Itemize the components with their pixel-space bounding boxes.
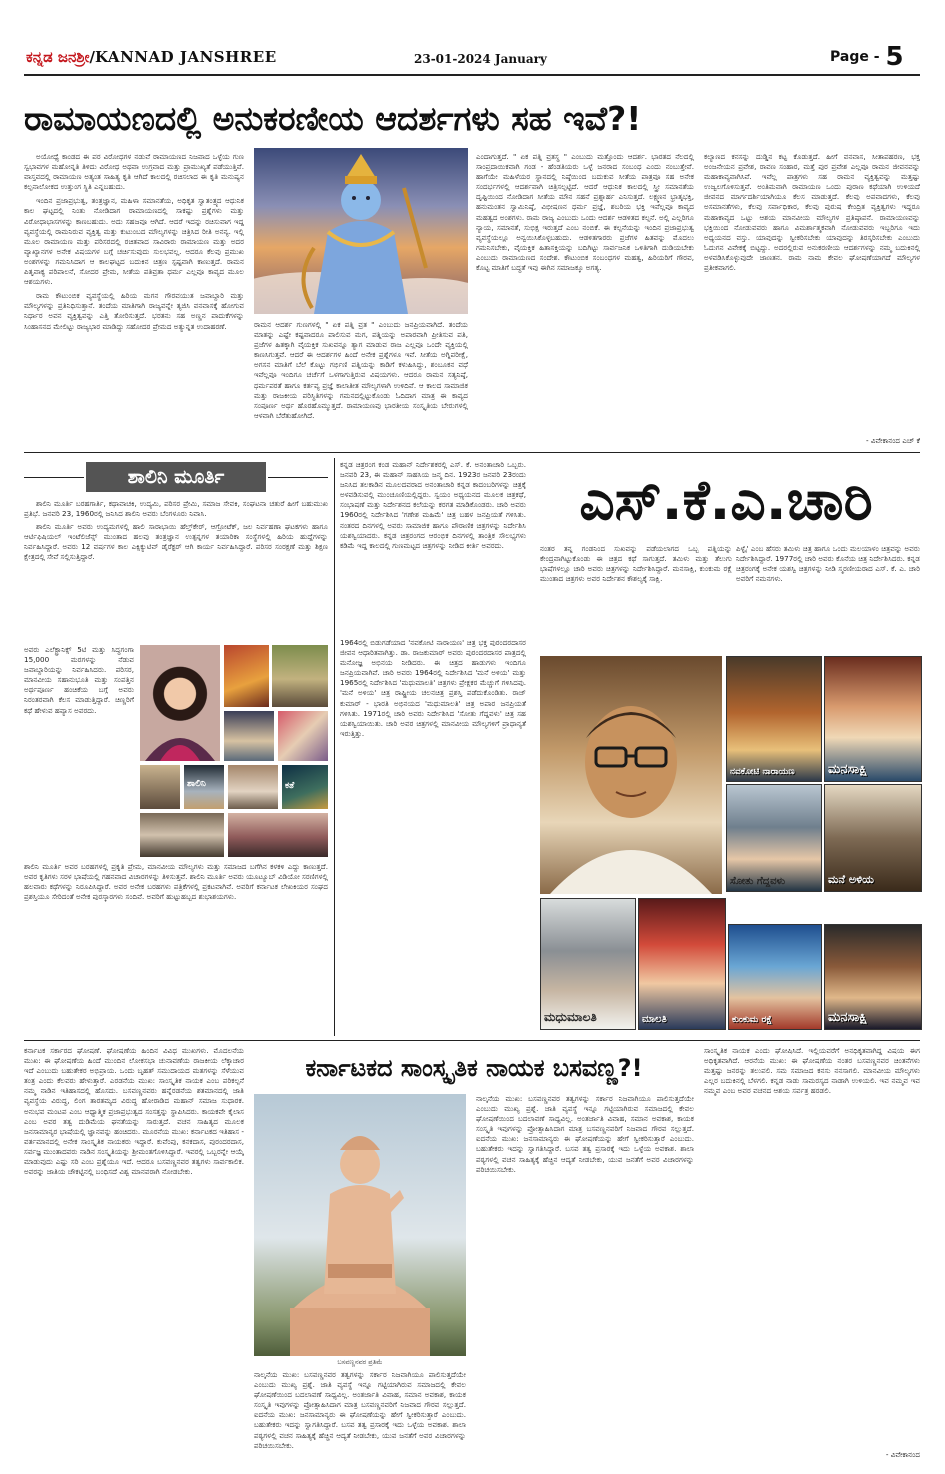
poster-madhumalati	[540, 898, 636, 1030]
column-rule	[334, 458, 335, 1036]
statue-icon	[254, 1094, 466, 1356]
section-divider	[24, 452, 920, 453]
poster-kumkuma-rakshe	[728, 924, 822, 1030]
shalini-headline-box	[86, 462, 266, 492]
book-cover-1	[224, 645, 269, 707]
event-photo-5	[140, 813, 224, 857]
headline-rule-left	[24, 477, 84, 478]
shalini-portrait	[140, 645, 220, 761]
paragraph: ಶಾಲಿನಿ ಮೂರ್ತಿ ಬರಹಗಾರ್ತಿ, ಕಥಾವಾಚಕಿ, ಉದ್ಯಮಿ, ಪರಿಸರ ಪ್ರೇಮಿ, ಸಮಾಜ ಸೇವಕಿ, ಸಂಘಟನಾ ಚತುರೆ ಹೀಗೆ ಬಹುಮುಖ ಪ್ರತಿಭೆ. ಜನವರಿ 23, 1960ರಲ್ಲಿ ಜನಿಸಿದ ಶಾಲಿನಿ ಅವರು ಬೆಂಗಳೂರು ನಿವಾಸಿ.	[24, 499, 328, 519]
page-indicator	[830, 42, 904, 72]
book-cover-title: ಶಾಲಿನಿ	[187, 779, 206, 789]
paragraph: ರಾಮ ಕೌಟುಂಬಿಕ ವ್ಯವಸ್ಥೆಯಲ್ಲಿ ಹಿರಿಯ ಮಗನ ಗೌರವಯುತ ಜವಾಬ್ದಾರಿ ಮತ್ತು ಮೌಲ್ಯಗಳನ್ನು ಪ್ರತಿನಿಧಿಸುತ್ತಾನೆ. ತಂದೆಯ ಮಾತಿಗಾಗಿ ರಾಜ್ಯವನ್ನೇ ತ್ಯಜಿಸಿ ವನವಾಸಕ್ಕೆ ಹೋಗುವ ನಿರ್ಧಾರ ಅವನ ವ್ಯಕ್ತಿತ್ವವನ್ನು ಎತ್ತಿ ತೋರಿಸುತ್ತದೆ. ಭರತನು ಸಹ ಅಣ್ಣನ ಪಾದುಕೆಗಳನ್ನು ಸಿಂಹಾಸನದ ಮೇಲಿಟ್ಟು ರಾಜ್ಯಭಾರ ಮಾಡಿದ್ದು ಸಹೋದರ ಪ್ರೇಮದ ಅತ್ಯುನ್ನತ ಉದಾಹರಣೆ.	[24, 291, 244, 331]
page-label: Page -	[830, 49, 880, 65]
basava-col1: ಕರ್ನಾಟಕ ಸರ್ಕಾರದ ಘೋಷಣೆ. ಘೋಷಣೆಯ ಹಿಂದಿನ ವಿವಿಧ ಮುಖಗಳು. ಮೊದಲನೆಯ ಮುಖ: ಈ ಘೋಷಣೆಯ ಹಿಂದೆ ಮುಂದಿನ ಲೋಕಸಭಾ ಚುನಾವಣೆಯ ರಾಜಕೀಯ ಲೆಕ್ಕಾಚಾರ ಇದೆ ಎಂಬುದು ಬಹುತೇಕರ ಅಭಿಪ್ರಾಯ. ಒಂದು ಬೃಹತ್ ಸಮುದಾಯದ ಮತಗಳನ್ನು ಸೆಳೆಯುವ ತಂತ್ರ ಎಂದು ಕೆಲವರು ಹೇಳುತ್ತಾರೆ. ಎರಡನೆಯ ಮುಖ: ಸಾಂಸ್ಕೃತಿಕ ನಾಯಕ ಎಂಬ ಪರಿಕಲ್ಪನೆ ನಮ್ಮ ನಾಡಿನ ಇತಿಹಾಸದಲ್ಲಿ ಹೊಸದು. ಬಸವಣ್ಣನವರು ಹನ್ನೆರಡನೆಯ ಶತಮಾನದಲ್ಲಿ ಜಾತಿ ವ್ಯವಸ್ಥೆಯ ವಿರುದ್ಧ, ಲಿಂಗ ತಾರತಮ್ಯದ ವಿರುದ್ಧ ಹೋರಾಡಿದ ಮಹಾನ್ ಸಮಾಜ ಸುಧಾರಕ. ಅನುಭವ ಮಂಟಪ ಎಂಬ ಆಧ್ಯಾತ್ಮಿಕ ಪ್ರಜಾಪ್ರಭುತ್ವದ ಸಂಸತ್ತನ್ನು ಸ್ಥಾಪಿಸಿದರು. ಕಾಯಕವೇ ಕೈಲಾಸ ಎಂಬ ಅವರ ತತ್ವ ದುಡಿಮೆಯ ಘನತೆಯನ್ನು ಸಾರುತ್ತದೆ. ವಚನ ಸಾಹಿತ್ಯದ ಮೂಲಕ ಜನಸಾಮಾನ್ಯರ ಭಾಷೆಯಲ್ಲಿ ಜ್ಞಾನವನ್ನು ಹಂಚಿದರು. ಮೂರನೆಯ ಮುಖ: ಕರ್ನಾಟಕದ ಇತಿಹಾಸ - ವರ್ತಮಾನದಲ್ಲಿ ಅನೇಕ ಸಾಂಸ್ಕೃತಿಕ ನಾಯಕರು ಇದ್ದಾರೆ. ಕುವೆಂಪು, ಕನಕದಾಸ, ಪುರಂದರದಾಸ, ಸರ್ವಜ್ಞ ಮುಂತಾದವರು ನಾಡಿನ ಸಂಸ್ಕೃತಿಯನ್ನು ಶ್ರೀಮಂತಗೊಳಿಸಿದ್ದಾರೆ. ಇವರಲ್ಲಿ ಒಬ್ಬರನ್ನೇ ಆಯ್ಕೆ ಮಾಡುವುದು ಎಷ್ಟು ಸರಿ ಎಂಬ ಪ್ರಶ್ನೆಯೂ ಇದೆ. ಆದರೂ ಬಸವಣ್ಣನವರ ತತ್ವಗಳು ಸಾರ್ವಕಾಲಿಕ. ಅವರನ್ನು ಜಾತಿಯ ಚೌಕಟ್ಟಿನಲ್ಲಿ ಬಂಧಿಸದೆ ವಿಶ್ವ ಮಾನವರಾಗಿ ನೋಡಬೇಕು.	[24, 1046, 244, 1177]
temple-photo	[272, 645, 328, 707]
poster-navakoti-narayana	[726, 656, 822, 782]
shalini-headline: ಶಾಲಿನಿ ಮೂರ್ತಿ	[127, 466, 225, 488]
book-cover-title: ಕತೆ	[285, 781, 295, 791]
chari-headline: ಎಸ್.ಕೆ.ಎ.ಚಾರಿ	[579, 468, 873, 532]
chari-col2: 1964ರಲ್ಲಿ ಬಿಡುಗಡೆಯಾದ 'ನವಕೋಟಿ ನಾರಾಯಣ' ಚಿತ್ರ ಭಕ್ತ ಪುರಂದರದಾಸರ ಜೀವನ ಆಧಾರಿತವಾಗಿತ್ತು. ಡಾ. ರಾಜಕುಮಾರ್ ಅವರು ಪುರಂದರದಾಸರ ಪಾತ್ರದಲ್ಲಿ ಮನೋಜ್ಞ ಅಭಿನಯ ನೀಡಿದರು. ಈ ಚಿತ್ರದ ಹಾಡುಗಳು ಇಂದಿಗೂ ಜನಪ್ರಿಯವಾಗಿವೆ. ಚಾರಿ ಅವರು 1964ರಲ್ಲಿ ನಿರ್ದೇಶಿಸಿದ 'ಮನೆ ಅಳಿಯ' ಮತ್ತು 1965ರಲ್ಲಿ ನಿರ್ದೇಶಿಸಿದ 'ಮಧುಮಾಲತಿ' ಚಿತ್ರಗಳು ಪ್ರೇಕ್ಷಕರ ಮೆಚ್ಚುಗೆ ಗಳಿಸಿದವು. 'ಮನೆ ಅಳಿಯ' ಚಿತ್ರ ರಾಷ್ಟ್ರೀಯ ಚಲನಚಿತ್ರ ಪ್ರಶಸ್ತಿ ಪಡೆದುಕೊಂಡಿತು. ರಾಜ್ ಕುಮಾರ್ - ಭಾರತಿ ಅಭಿನಯದ 'ಮಧುಮಾಲತಿ' ಚಿತ್ರ ಅಪಾರ ಜನಪ್ರಿಯತೆ ಗಳಿಸಿತು. 1971ರಲ್ಲಿ ಚಾರಿ ಅವರು ನಿರ್ದೇಶಿಸಿದ 'ಸೋತು ಗೆದ್ದವಳು' ಚಿತ್ರ ಸಹ ಯಶಸ್ವಿಯಾಯಿತು. ಚಾರಿ ಅವರ ಚಿತ್ರಗಳಲ್ಲಿ ಮಾನವೀಯ ಮೌಲ್ಯಗಳಿಗೆ ಪ್ರಾಧಾನ್ಯತೆ ಇರುತ್ತಿತ್ತು.	[340, 638, 526, 738]
shalini-intro	[24, 499, 328, 641]
event-photo-2	[278, 711, 328, 761]
book-cover-3	[282, 765, 328, 809]
event-photo-6	[228, 813, 328, 857]
statue-caption: ಬಸವಣ್ಣನವರ ಪ್ರತಿಮೆ	[337, 1358, 383, 1366]
rama-figure-icon	[254, 148, 468, 314]
poster-mane-aliya	[824, 784, 922, 892]
chari-lead: ಕನ್ನಡ ಚಿತ್ರರಂಗ ಕಂಡ ಮಹಾನ್ ನಿರ್ದೇಶಕರಲ್ಲಿ ಎಸ್. ಕೆ. ಅನಂತಾಚಾರಿ ಒಬ್ಬರು. ಜನವರಿ 23, ಈ ಮಹಾನ್ ಸಾಹಸಿಯ ಜನ್ಮ ದಿನ. 1923ರ ಜನವರಿ 23ರಂದು ಜನಿಸಿದ ತಲಕಾಡಿನ ಮೂಲದವರಾದ ಅನಂತಾಚಾರಿ ಕನ್ನಡ ಕಾದಂಬರಿಗಳನ್ನು ಚಿತ್ರಕ್ಕೆ ಅಳವಡಿಸುವಲ್ಲಿ ಮುಂಚೂಣಿಯಲ್ಲಿದ್ದರು. ಸ್ವಯಂ ಅಧ್ಯಯನದ ಮೂಲಕ ಚಿತ್ರಕಥೆ, ಸಂಭಾಷಣೆ ಮತ್ತು ನಿರ್ದೇಶನದ ಕಲೆಯನ್ನು ಕರಗತ ಮಾಡಿಕೊಂಡರು. ಚಾರಿ ಅವರು 1960ರಲ್ಲಿ ನಿರ್ದೇಶಿಸಿದ 'ಗಣೇಶ ಮಹಿಮೆ' ಚಿತ್ರ ಬಹಳ ಜನಪ್ರಿಯತೆ ಗಳಿಸಿತು. ನಂತರದ ದಿನಗಳಲ್ಲಿ ಅವರು ಸಾಮಾಜಿಕ ಹಾಗೂ ಪೌರಾಣಿಕ ಚಿತ್ರಗಳನ್ನು ನಿರ್ದೇಶಿಸಿ ಯಶಸ್ವಿಯಾದರು. ಕನ್ನಡ ಚಿತ್ರರಂಗದ ಆರಂಭಿಕ ದಿನಗಳಲ್ಲಿ ತಾಂತ್ರಿಕ ಸೌಲಭ್ಯಗಳು ಕಡಿಮೆ ಇದ್ದ ಕಾಲದಲ್ಲಿ ಗುಣಮಟ್ಟದ ಚಿತ್ರಗಳನ್ನು ನೀಡಿದ ಕೀರ್ತಿ ಅವರದು.	[340, 460, 526, 550]
ramayana-col4: ಕಲ್ಯಾಣದ ಕನಸನ್ನು ದುಡ್ಡಿನ ಕಟ್ಟ ಕೊಡುತ್ತದೆ. ಹೀಗೆ ವನವಾಸ, ಸೀತಾಪಹರಣ, ಭಕ್ತ ಅಂಜನೇಯನ ಪ್ರವೇಶ, ರಾವಣ ಸಂಹಾರ, ಮತ್ತೆ ಪುರ ಪ್ರವೇಶ ಎಲ್ಲವೂ ರಾಮನ ಜೀವನವನ್ನು ಮಹಾಕಾವ್ಯವಾಗಿಸಿವೆ. ಇವೆಲ್ಲ ಪಾತ್ರಗಳು ಸಹ ರಾಮನ ವ್ಯಕ್ತಿತ್ವವನ್ನು ಮತ್ತಷ್ಟು ಉಜ್ವಲಗೊಳಿಸುತ್ತವೆ. ಅಂತಿಮವಾಗಿ ರಾಮಾಯಣ ಒಂದು ಪುರಾಣ ಕಥೆಯಾಗಿ ಉಳಿಯದೆ ಜೀವನದ ಮಾರ್ಗದರ್ಶಿಯಾಗಿಯೂ ಕೆಲಸ ಮಾಡುತ್ತದೆ. ಕೆಲವು ಅಪವಾದಗಳು, ಕೆಲವು ಅಸಮಾನತೆಗಳು, ಕೆಲವು ಸರ್ವಾಧಿಕಾರ, ಕೆಲವು ಪುರುಷ ಕೇಂದ್ರಿತ ವ್ಯಕ್ತಿತ್ವಗಳು ಇದ್ದರೂ ಮಹಾಕಾವ್ಯದ ಒಟ್ಟು ಆಶಯ ಮಾನವೀಯ ಮೌಲ್ಯಗಳ ಪ್ರತಿಷ್ಠಾಪನೆ. ರಾಮಾಯಣವನ್ನು ಭಕ್ತಿಯಿಂದ ನೋಡುವವರು ಹಾಗೂ ವಿಮರ್ಶಾತ್ಮಕವಾಗಿ ನೋಡುವವರು ಇಬ್ಬರಿಗೂ ಇದು ಅಧ್ಯಯನದ ವಸ್ತು. ಯಾವುದನ್ನು ಸ್ವೀಕರಿಸಬೇಕು ಯಾವುದನ್ನು ತಿರಸ್ಕರಿಸಬೇಕು ಎಂಬುದು ಓದುಗನ ವಿವೇಕಕ್ಕೆ ಬಿಟ್ಟದ್ದು. ಅದರಲ್ಲಿರುವ ಅನುಕರಣೀಯ ಆದರ್ಶಗಳನ್ನು ನಮ್ಮ ಬದುಕಿನಲ್ಲಿ ಅಳವಡಿಸಿಕೊಳ್ಳುವುದೇ ಜಾಣತನ. ರಾಮ ನಾಮ ಕೇವಲ ಘೋಷಣೆಯಾಗದೆ ಮೌಲ್ಯಗಳ ಪ್ರತೀಕವಾಗಲಿ.	[704, 152, 920, 273]
basava-signature: - ವಿವೇಕಾನಂದ	[885, 1450, 920, 1459]
issue-date: 23-01-2024 January	[414, 52, 547, 66]
event-photo-1	[224, 711, 274, 761]
poster-title: ಸೋತು ಗೆದ್ದವಳು	[730, 876, 786, 887]
event-photo-4	[228, 765, 278, 809]
basava-col2b: ನಾಲ್ಕನೆಯ ಮುಖ: ಬಸವಣ್ಣನವರ ತತ್ವಗಳನ್ನು ಸರ್ಕಾರ ನಿಜವಾಗಿಯೂ ಪಾಲಿಸುತ್ತದೆಯೇ ಎಂಬುದು ಮುಖ್ಯ ಪ್ರಶ್ನೆ. ಜಾತಿ ವ್ಯವಸ್ಥೆ ಇನ್ನೂ ಗಟ್ಟಿಯಾಗಿರುವ ಸಮಾಜದಲ್ಲಿ ಕೇವಲ ಘೋಷಣೆಯಿಂದ ಬದಲಾವಣೆ ಸಾಧ್ಯವಿಲ್ಲ. ಅಂತರ್ಜಾತಿ ವಿವಾಹ, ಸಮಾನ ಅವಕಾಶ, ಕಾಯಕ ಸಂಸ್ಕೃತಿ ಇವುಗಳನ್ನು ಪ್ರೋತ್ಸಾಹಿಸಿದಾಗ ಮಾತ್ರ ಬಸವಣ್ಣನವರಿಗೆ ನಿಜವಾದ ಗೌರವ ಸಲ್ಲುತ್ತದೆ. ಐದನೆಯ ಮುಖ: ಜನಸಾಮಾನ್ಯರು ಈ ಘೋಷಣೆಯನ್ನು ಹೇಗೆ ಸ್ವೀಕರಿಸುತ್ತಾರೆ ಎಂಬುದು. ಬಹುತೇಕರು ಇದನ್ನು ಸ್ವಾಗತಿಸಿದ್ದಾರೆ. ಬಸವ ತತ್ವ ಪ್ರಸಾರಕ್ಕೆ ಇದು ಒಳ್ಳೆಯ ಅವಕಾಶ. ಶಾಲಾ ಪಠ್ಯಗಳಲ್ಲಿ ವಚನ ಸಾಹಿತ್ಯಕ್ಕೆ ಹೆಚ್ಚಿನ ಆದ್ಯತೆ ನೀಡಬೇಕು, ಯುವ ಜನತೆಗೆ ಅವರ ವಿಚಾರಗಳನ್ನು ಪರಿಚಯಿಸಬೇಕು.	[254, 1370, 466, 1450]
shalini-body: ಶಾಲಿನಿ ಮೂರ್ತಿ ಅವರ ಬರಹಗಳಲ್ಲಿ ಪ್ರಕೃತಿ ಪ್ರೇಮ, ಮಾನವೀಯ ಮೌಲ್ಯಗಳು ಮತ್ತು ಸಮಾಜದ ಬಗೆಗಿನ ಕಳಕಳಿ ಎದ್ದು ಕಾಣುತ್ತದೆ. ಅವರ ಕೃತಿಗಳು ಸರಳ ಭಾಷೆಯಲ್ಲಿ ಗಹನವಾದ ವಿಚಾರಗಳನ್ನು ತಿಳಿಸುತ್ತವೆ. ಶಾಲಿನಿ ಮೂರ್ತಿ ಅವರು ಯೂಟ್ಯೂಬ್ ವಿಡಿಯೋ ಸರಣಿಗಳಲ್ಲಿ ಹಲವಾರು ಕಥೆಗಳನ್ನು ನಿರೂಪಿಸಿದ್ದಾರೆ. ಅವರ ಅನೇಕ ಬರಹಗಳು ಪತ್ರಿಕೆಗಳಲ್ಲಿ ಪ್ರಕಟವಾಗಿವೆ. ಅವರಿಗೆ ಕರ್ನಾಟಕ ಲೇಖಕಿಯರ ಸಂಘದ ಪ್ರಶಸ್ತಿಯೂ ಸೇರಿದಂತೆ ಅನೇಕ ಪುರಸ್ಕಾರಗಳು ಸಂದಿವೆ. ಅವರಿಗೆ ಹುಟ್ಟುಹಬ್ಬದ ಶುಭಾಶಯಗಳು.	[24, 862, 328, 902]
basavanna-statue-photo	[254, 1094, 466, 1356]
chari-portrait	[540, 656, 722, 894]
masthead-rule	[24, 74, 920, 76]
brand-english: KANNAD JANSHREE	[95, 48, 277, 66]
shalini-col-narrow: ಅವರು ಎಲೆಕ್ಟ್ರಾನಿಕ್ಸ್ 5ಟಿ ಮತ್ತು ಸಿದ್ಧಗಂಗಾ 15,000 ಮರಗಳನ್ನು ನೆಡುವ ಜವಾಬ್ದಾರಿಯನ್ನು ನಿರ್ವಹಿಸಿದರು. ಪರಿಸರ, ಮಾನವೀಯ ಸಹಾನುಭೂತಿ ಮತ್ತು ಸಂಪತ್ತಿನ ಅರ್ಥಪೂರ್ಣ ಹಂಚಿಕೆಯ ಬಗ್ಗೆ ಅವರು ನಿರಂತರವಾಗಿ ಕೆಲಸ ಮಾಡುತ್ತಿದ್ದಾರೆ. ಚಿಣ್ಣರಿಗೆ ಕಥೆ ಹೇಳುವ ಹವ್ಯಾಸ ಅವರದು.	[24, 645, 134, 715]
poster-sotu-geddavalu	[726, 784, 822, 892]
basava-headline: ಕರ್ನಾಟಕದ ಸಾಂಸ್ಕೃತಿಕ ನಾಯಕ ಬಸವಣ್ಣ?!	[305, 1054, 643, 1082]
section-divider	[24, 1040, 920, 1041]
brand-separator: /	[89, 48, 95, 66]
poster-title: ಮನೆ ಅಳಿಯ	[828, 873, 874, 886]
chari-portrait-icon	[540, 656, 722, 894]
ramayana-col3: ಎಂದಾಗುತ್ತದೆ. " ಏಕ ಪತ್ನಿ ವ್ರತಸ್ಥ " ಎಂಬುದು ಮತ್ತೊಂದು ಆದರ್ಶ. ಭಾರತದ ನೆಲದಲ್ಲಿ ಸಾಂಪ್ರದಾಯಿಕವಾಗಿ ಗಂಡ - ಹೆಂಡತಿಯರು ಒಳ್ಳೆ ಜನರಾದ ಸಂಬಂಧ ಎಂದು ನಂಬುತ್ತೇವೆ. ಹಾಗೆಯೇ ಮಹಿಳೆಯರ ಸ್ಥಾನದಲ್ಲಿ ನಿಷ್ಠೆಯಿಂದ ಬದುಕುವ ಸೀತೆಯ ಪಾತ್ರವೂ ಸಹ ಅನೇಕ ಸಂದರ್ಭಗಳಲ್ಲಿ ಆದರ್ಶವಾಗಿ ಚಿತ್ರಿಸಲ್ಪಟ್ಟಿದೆ. ಆದರೆ ಆಧುನಿಕ ಕಾಲದಲ್ಲಿ ಸ್ತ್ರೀ ಸಮಾನತೆಯ ದೃಷ್ಟಿಯಿಂದ ನೋಡಿದಾಗ ಸೀತೆಯ ಮೌನ ಸಹನೆ ಪ್ರಶ್ನಾರ್ಹ ಎನಿಸುತ್ತದೆ. ಲಕ್ಷ್ಮಣನ ಭ್ರಾತೃಭಕ್ತಿ, ಹನುಮಂತನ ಸ್ವಾಮಿನಿಷ್ಠೆ, ವಿಭೀಷಣನ ಧರ್ಮ ಪ್ರಜ್ಞೆ, ಶಬರಿಯ ಭಕ್ತಿ ಇವೆಲ್ಲವೂ ಕಾವ್ಯದ ಮಹತ್ವದ ಅಂಶಗಳು. ರಾಮ ರಾಜ್ಯ ಎಂಬುದು ಒಂದು ಆದರ್ಶ ಆಡಳಿತದ ಕಲ್ಪನೆ. ಅಲ್ಲಿ ಎಲ್ಲರಿಗೂ ನ್ಯಾಯ, ಸಮಾನತೆ, ಸುಭಿಕ್ಷ ಇರುತ್ತದೆ ಎಂಬ ನಂಬಿಕೆ. ಈ ಕಲ್ಪನೆಯನ್ನು ಇಂದಿನ ಪ್ರಜಾಪ್ರಭುತ್ವ ವ್ಯವಸ್ಥೆಯಲ್ಲೂ ಅನ್ವಯಿಸಿಕೊಳ್ಳಬಹುದು. ಆಡಳಿತಗಾರರು ಪ್ರಜೆಗಳ ಹಿತವನ್ನು ಮೊದಲು ಗಮನಿಸಬೇಕು, ವೈಯಕ್ತಿಕ ಹಿತಾಸಕ್ತಿಯನ್ನು ಬದಿಗಿಟ್ಟು ಸಾರ್ವಜನಿಕ ಒಳಿತಿಗಾಗಿ ದುಡಿಯಬೇಕು ಎಂಬುದು ರಾಮಾಯಣದ ಸಂದೇಶ. ಕೌಟುಂಬಿಕ ಸಂಬಂಧಗಳ ಮಹತ್ವ, ಹಿರಿಯರಿಗೆ ಗೌರವ, ಕೊಟ್ಟ ಮಾತಿಗೆ ಬದ್ಧತೆ ಇವು ಈಗಿನ ಸಮಾಜಕ್ಕೂ ಅಗತ್ಯ.	[476, 152, 694, 273]
poster-title: ಮಧುಮಾಲತಿ	[544, 1010, 597, 1024]
paragraph: ಶಾಲಿನಿ ಮೂರ್ತಿ ಅವರು ಉದ್ಯಮಗಳಲ್ಲಿ ಹಾಲಿ ಸಾರಾಭಾಯಿ ಹೆಲ್ತ್‌ಕೇರ್, ಆಗ್ರೋಟೆಕ್, ಜಲ ನಿರ್ವಹಣಾ ಘಟಕಗಳು ಹಾಗೂ ಆರ್ಟಿಫಿಷಿಯಲ್ ಇಂಟೆಲಿಜೆನ್ಸ್ ಮುಂತಾದ ಹಲವು ತಂತ್ರಜ್ಞಾನ ಉತ್ಪನ್ನಗಳ ತಯಾರಿಕಾ ಸಂಸ್ಥೆಗಳಲ್ಲಿ ಹಿರಿಯ ಹುದ್ದೆಗಳನ್ನು ನಿರ್ವಹಿಸಿದ್ದಾರೆ. ಅವರು 12 ವರ್ಷಗಳ ಕಾಲ ಎಕ್ಸಿಕ್ಯುಟಿವ್ ಡೈರೆಕ್ಟರ್ ಆಗಿ ಕಾರ್ಯ ನಿರ್ವಹಿಸಿದ್ದಾರೆ. ಪರಿಸರ ಸಂರಕ್ಷಣೆ ಮತ್ತು ಶಿಕ್ಷಣ ಕ್ಷೇತ್ರದಲ್ಲಿ ಸೇವೆ ಸಲ್ಲಿಸುತ್ತಿದ್ದಾರೆ.	[24, 522, 328, 562]
basava-col2: ನಾಲ್ಕನೆಯ ಮುಖ: ಬಸವಣ್ಣನವರ ತತ್ವಗಳನ್ನು ಸರ್ಕಾರ ನಿಜವಾಗಿಯೂ ಪಾಲಿಸುತ್ತದೆಯೇ ಎಂಬುದು ಮುಖ್ಯ ಪ್ರಶ್ನೆ. ಜಾತಿ ವ್ಯವಸ್ಥೆ ಇನ್ನೂ ಗಟ್ಟಿಯಾಗಿರುವ ಸಮಾಜದಲ್ಲಿ ಕೇವಲ ಘೋಷಣೆಯಿಂದ ಬದಲಾವಣೆ ಸಾಧ್ಯವಿಲ್ಲ. ಅಂತರ್ಜಾತಿ ವಿವಾಹ, ಸಮಾನ ಅವಕಾಶ, ಕಾಯಕ ಸಂಸ್ಕೃತಿ ಇವುಗಳನ್ನು ಪ್ರೋತ್ಸಾಹಿಸಿದಾಗ ಮಾತ್ರ ಬಸವಣ್ಣನವರಿಗೆ ನಿಜವಾದ ಗೌರವ ಸಲ್ಲುತ್ತದೆ. ಐದನೆಯ ಮುಖ: ಜನಸಾಮಾನ್ಯರು ಈ ಘೋಷಣೆಯನ್ನು ಹೇಗೆ ಸ್ವೀಕರಿಸುತ್ತಾರೆ ಎಂಬುದು. ಬಹುತೇಕರು ಇದನ್ನು ಸ್ವಾಗತಿಸಿದ್ದಾರೆ. ಬಸವ ತತ್ವ ಪ್ರಸಾರಕ್ಕೆ ಇದು ಒಳ್ಳೆಯ ಅವಕಾಶ. ಶಾಲಾ ಪಠ್ಯಗಳಲ್ಲಿ ವಚನ ಸಾಹಿತ್ಯಕ್ಕೆ ಹೆಚ್ಚಿನ ಆದ್ಯತೆ ನೀಡಬೇಕು, ಯುವ ಜನತೆಗೆ ಅವರ ವಿಚಾರಗಳನ್ನು ಪರಿಚಯಿಸಬೇಕು.	[476, 1094, 694, 1174]
book-cover-2	[184, 765, 224, 809]
brand-kannada: ಕನ್ನಡ ಜನಶ್ರೀ	[26, 48, 90, 66]
paragraph: ಅಯೋಧ್ಯೆ ಕಾಂಡದ ಈ ಪರ ವಿರೋಧಗಳ ನಡುವೆ ರಾಮಾಯಣದ ನಿಜವಾದ ಒಳ್ಳೆಯ ಗುಣ ಸ್ವಭಾವಗಳ ಮಹೋನ್ನತಿ ತಿಳಿದು ವಿರೋಧ ಅಥವಾ ಉಗ್ರವಾದ ಮತ್ತು ಪ್ರಾಮುಖ್ಯತೆ ಪಡೆಯುತ್ತಿವೆ. ವಾಸ್ತವದಲ್ಲಿ ರಾಮಾಯಣ ಅತ್ಯಂತ ಸಾಹಿತ್ಯ ಕೃತಿ ಆಗಿದೆ ಕಾಲದಲ್ಲಿ ರಚಿಸಲಾದ ಈ ಕೃತಿ ಮನುಷ್ಯನ ಕಲ್ಪನಾಲೋಕದ ಉತ್ತುಂಗ ಸ್ಥಿತಿ ಎನ್ನಬಹುದು.	[24, 152, 244, 192]
poster-title: ಮನಸಾಕ್ಷಿ	[828, 1010, 868, 1025]
ramayana-col1	[24, 152, 244, 447]
masthead	[0, 0, 945, 80]
poster-title: ನವಕೋಟಿ ನಾರಾಯಣ	[730, 767, 795, 777]
rama-illustration	[254, 148, 468, 314]
basava-col3: ಸಾಂಸ್ಕೃತಿಕ ನಾಯಕ ಎಂದು ಘೋಷಿಸಿದೆ. ಇಲ್ಲಿಯವರೆಗೆ ಅನಧಿಕೃತವಾಗಿದ್ದ ವಿಷಯ ಈಗ ಅಧಿಕೃತವಾಗಿದೆ. ಆರನೆಯ ಮುಖ: ಈ ಘೋಷಣೆಯ ನಂತರ ಬಸವಣ್ಣನವರ ಚಿಂತನೆಗಳು ಮತ್ತಷ್ಟು ಜನರನ್ನು ತಲುಪಲಿ. ಸಮ ಸಮಾಜದ ಕನಸು ನನಸಾಗಲಿ. ಮಾನವೀಯ ಮೌಲ್ಯಗಳು ಎಲ್ಲರ ಬದುಕಿನಲ್ಲಿ ಬೆಳಗಲಿ. ಕನ್ನಡ ನಾಡು ಸಾಮರಸ್ಯದ ನಾಡಾಗಿ ಉಳಿಯಲಿ. ಇವ ನಮ್ಮವ ಇವ ನಮ್ಮವ ಎಂಬ ಅವರ ವಚನದ ಆಶಯ ಸರ್ವತ್ರ ಹರಡಲಿ.	[704, 1046, 920, 1096]
poster-manasakshi-2	[824, 924, 922, 1030]
poster-malati	[638, 898, 726, 1030]
poster-title: ಮಾಲತಿ	[642, 1014, 667, 1025]
page-number: 5	[885, 42, 904, 72]
ramayana-col2: ರಾಮನ ಆದರ್ಶ ಗುಣಗಳಲ್ಲಿ " ಏಕ ಪತ್ನಿ ವ್ರತ " ಎಂಬುದು ಜನಪ್ರಿಯವಾಗಿದೆ. ತಂದೆಯ ಮಾತನ್ನು ಎಷ್ಟೇ ಕಷ್ಟವಾದರೂ ಪಾಲಿಸುವ ಮಗ, ಪತ್ನಿಯನ್ನು ಅಪಾರವಾಗಿ ಪ್ರೀತಿಸುವ ಪತಿ, ಪ್ರಜೆಗಳ ಹಿತಕ್ಕಾಗಿ ವೈಯಕ್ತಿಕ ಸುಖವನ್ನೂ ತ್ಯಾಗ ಮಾಡುವ ರಾಜ ಎಲ್ಲವೂ ಒಂದೇ ವ್ಯಕ್ತಿಯಲ್ಲಿ ಕಾಣಸಿಗುತ್ತವೆ. ಆದರೆ ಈ ಆದರ್ಶಗಳ ಹಿಂದೆ ಅನೇಕ ಪ್ರಶ್ನೆಗಳೂ ಇವೆ. ಸೀತೆಯ ಅಗ್ನಿಪರೀಕ್ಷೆ, ಅಗಸನ ಮಾತಿಗೆ ಬೆಲೆ ಕೊಟ್ಟು ಗರ್ಭಿಣಿ ಪತ್ನಿಯನ್ನು ಕಾಡಿಗೆ ಕಳುಹಿಸಿದ್ದು, ಶಂಬೂಕನ ವಧೆ ಇವೆಲ್ಲವೂ ಇಂದಿಗೂ ಚರ್ಚೆಗೆ ಒಳಗಾಗುತ್ತಿರುವ ವಿಷಯಗಳು. ಆದರೂ ರಾಮನ ಸತ್ಯನಿಷ್ಠೆ, ಧರ್ಮಪರತೆ ಹಾಗೂ ಕರ್ತವ್ಯ ಪ್ರಜ್ಞೆ ಕಾಲಾತೀತ ಮೌಲ್ಯಗಳಾಗಿ ಉಳಿದಿವೆ. ಆ ಕಾಲದ ಸಾಮಾಜಿಕ ಮತ್ತು ರಾಜಕೀಯ ಪರಿಸ್ಥಿತಿಗಳನ್ನು ಗಮನದಲ್ಲಿಟ್ಟುಕೊಂಡು ಓದಿದಾಗ ಮಾತ್ರ ಈ ಕಾವ್ಯದ ಸಂಪೂರ್ಣ ಅರ್ಥ ಹೊರಹೊಮ್ಮುತ್ತದೆ. ರಾಮಾಯಣವು ಭಾರತೀಯ ಸಂಸ್ಕೃತಿಯ ಬೇರುಗಳಲ್ಲಿ ಆಳವಾಗಿ ಬೆರೆತುಹೋಗಿದೆ.	[254, 320, 468, 420]
poster-manasakshi	[824, 656, 922, 782]
ramayana-headline: ರಾಮಾಯಣದಲ್ಲಿ ಅನುಕರಣೀಯ ಆದರ್ಶಗಳು ಸಹ ಇವೆ?!	[24, 99, 642, 138]
portrait-figure-icon	[140, 645, 220, 761]
ramayana-signature: - ವಿವೇಕಾನಂದ ಎಚ್ ಕೆ	[865, 436, 920, 445]
poster-title: ಕುಂಕುಮ ರಕ್ಷೆ	[732, 1015, 773, 1025]
paragraph: ಇಂದಿನ ಪ್ರಜಾಪ್ರಭುತ್ವ, ತಂತ್ರಜ್ಞಾನ, ಮಹಿಳಾ ಸಮಾನತೆಯ, ಅಧಿಕೃತ ಸ್ವಾತಂತ್ರ್ಯದ ಆಧುನಿಕ ಕಾಲ ಘಟ್ಟದಲ್ಲಿ ನಿಂತು ನೋಡಿದಾಗ ರಾಮಾಯಣದಲ್ಲಿ ಸಾಕಷ್ಟು ಪ್ರಶ್ನೆಗಳು ಮತ್ತು ವಿರೋಧಾಭಾಸಗಳನ್ನು ಕಾಣಬಹುದು. ಅದು ಸಹಜವೂ ಆಗಿದೆ. ಆದರೆ ಇದನ್ನು ರಚಿಸುವಾಗ ಇದ್ದ ವ್ಯವಸ್ಥೆಯಲ್ಲಿ ರಾಮನಿರುವ ವ್ಯಕ್ತಿತ್ವ ಮತ್ತು ಕುಟುಂಬದ ಮೌಲ್ಯಗಳನ್ನು ಚಿತ್ರಿಸಿದ ರೀತಿ ಅನನ್ಯ. ಇಲ್ಲಿ ಮೂಲ ರಾಮಾಯಣ ಮತ್ತು ಪರಿಸರದಲ್ಲಿ ರಚಿತವಾದ ಸಾವಿರಾರು ರಾಮಾಯಣ ಮತ್ತು ಅದರ ವ್ಯಾಖ್ಯಾನಗಳ ಅನೇಕ ವಿಷಯಗಳ ಬಗ್ಗೆ ಚರ್ಚಿಸುವುದು ಸುಲಭವಲ್ಲ. ಆದರೂ ಕೆಲವು ಪ್ರಮುಖ ಅಂಶಗಳನ್ನು ಗಮನಿಸಿದಾಗ ಆ ಕಾಲಘಟ್ಟದ ಬದುಕಿನ ಚಿತ್ರಣ ಸ್ಪಷ್ಟವಾಗಿ ಕಾಣುತ್ತದೆ. ರಾಮನ ಪಿತೃವಾಕ್ಯ ಪರಿಪಾಲನೆ, ಸೋದರ ಪ್ರೇಮ, ಸೀತೆಯ ಪತಿವ್ರತಾ ಧರ್ಮ ಎಲ್ಲವೂ ಕಾವ್ಯದ ಮೂಲ ಆಶಯಗಳು.	[24, 196, 244, 287]
headline-rule-right	[268, 477, 328, 478]
brand-logo	[26, 48, 277, 66]
event-photo-3	[140, 765, 180, 809]
poster-title: ಮನಸಾಕ್ಷಿ	[828, 762, 868, 777]
chari-col4: ಪಿಳ್ಳೈ' ಎಂಬ ಹೆಸರು ತಮಿಳು ಚಿತ್ರ ಹಾಗೂ ಒಂದು ಮಲಯಾಳಂ ಚಿತ್ರವನ್ನು ಅವರು ನಿರ್ದೇಶಿಸಿದ್ದಾರೆ. 1977ರಲ್ಲಿ ಚಾರಿ ಅವರು ಕೊನೆಯ ಚಿತ್ರ ನಿರ್ದೇಶಿಸಿದರು. ಕನ್ನಡ ಚಿತ್ರರಂಗಕ್ಕೆ ಅನೇಕ ಯಶಸ್ವಿ ಚಿತ್ರಗಳನ್ನು ನೀಡಿ ಸ್ಮರಣೀಯರಾದ ಎಸ್. ಕೆ. ಎ. ಚಾರಿ ಅವರಿಗೆ ನಮನಗಳು.	[736, 544, 920, 584]
chari-col3: ನಂತರ ತನ್ನ ಗಂಡನಿಂದ ಸುಖವನ್ನು ಪಡೆಯಲಾಗದ ಒಬ್ಬ ಪತ್ನಿಯನ್ನು ಕೇಂದ್ರವಾಗಿಟ್ಟುಕೊಂಡು ಈ ಚಿತ್ರದ ಕಥೆ ಸಾಗುತ್ತದೆ. ತಮಿಳು ಮತ್ತು ತೆಲುಗು ಭಾಷೆಗಳಲ್ಲೂ ಚಾರಿ ಅವರು ಚಿತ್ರಗಳನ್ನು ನಿರ್ದೇಶಿಸಿದ್ದಾರೆ. ಮನಸಾಕ್ಷಿ, ಕುಂಕುಮ ರಕ್ಷೆ ಮುಂತಾದ ಚಿತ್ರಗಳು ಅವರ ನಿರ್ದೇಶನ ಕೌಶಲ್ಯಕ್ಕೆ ಸಾಕ್ಷಿ.	[540, 544, 732, 584]
